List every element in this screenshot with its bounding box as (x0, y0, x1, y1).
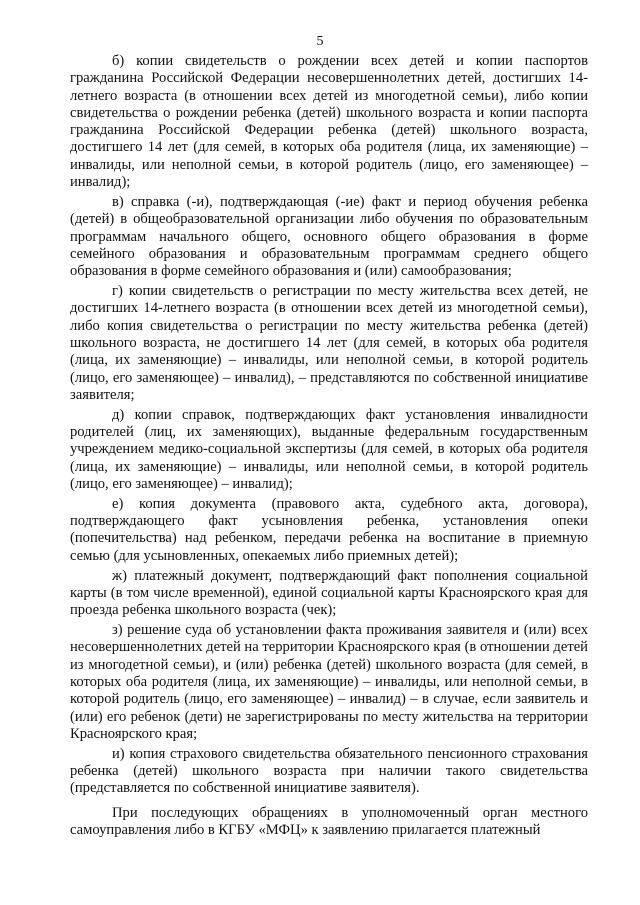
paragraph-zh: ж) платежный документ, подтверждающий факт пополнения социальной карты (в том числе временной), единой социальной карты Красноярского края для проезда ребенка школьного возраста (чек); (70, 567, 588, 619)
paragraph-g: г) копии свидетельств о регистрации по месту жительства всех детей, не достигших 14-летнего возраста (в отношении всех детей из многодетной семьи), либо копия свидетельства о регистрации по месту жительства ребенка (детей) школьного возраста, не достигшего 14 лет (для семей, в которых оба родителя (лица, их заменяющие) – инвалиды, или неполной семьи, в которой родитель (лицо, его заменяющее) – инвалид), – представляются по собственной инициативе заявителя; (70, 283, 588, 403)
page-number: 5 (316, 34, 324, 49)
paragraph-v: в) справка (-и), подтверждающая (-ие) факт и период обучения ребенка (детей) в общеобразовательной организации либо обучения по образовательным программам начального общего, основного общего образования в форме семейного образования и образовательным программам среднего общего образования в форме семейного образования и (или) самообразования; (70, 193, 588, 280)
paragraph-d: д) копии справок, подтверждающих факт установления инвалидности родителей (лиц, их заменяющих), выданные федеральным государственным учреждением медико-социальной экспертизы (для семей, в которых оба родителя (лица, их заменяющие) – инвалиды, или неполной семьи, в которой родитель (лицо, его заменяющее) – инвалид); (70, 406, 588, 492)
paragraph-subsequent-requests: При последующих обращениях в уполномоченный орган местного самоуправления либо в КГБУ «МФЦ» к заявлению прилагается платежный (70, 804, 588, 838)
paragraph-i: и) копия страхового свидетельства обязательного пенсионного страхования ребенка (детей) школьного возраста при наличии такого свидетельства (представляется по собственной инициативе заявителя). (70, 745, 588, 797)
paragraph-z: з) решение суда об установлении факта проживания заявителя и (или) всех несовершеннолетних детей на территории Красноярского края (в отношении детей из многодетной семьи), и (или) ребенка (детей) школьного возраста (для семей, в которых оба родителя (лица, их заменяющие) – инвалиды, или неполной семьи, в которой родитель (лицо, его заменяющее) – инвалид) – в случае, если заявитель и (или) его ребенок (дети) не зарегистрированы по месту жительства на территории Красноярского края; (70, 622, 588, 742)
paragraph-b: б) копии свидетельств о рождении всех детей и копии паспортов гражданина Российской Федерации несовершеннолетних детей, достигших 14-летнего возраста (в отношении всех детей из многодетной семьи), либо копии свидетельства о рождении ребенка (детей) школьного возраста и копии паспорта гражданина Российской Федерации ребенка (детей) школьного возраста, достигшего 14 лет (для семей, в которых оба родителя (лица, их заменяющие) – инвалиды, или неполной семьи, в которой родитель (лицо, его заменяющее) – инвалид); (70, 53, 588, 191)
document-body (70, 53, 588, 842)
paragraph-e: е) копия документа (правового акта, судебного акта, договора), подтверждающего факт усыновления ребенка, установления опеки (попечительства) над ребенком, передачи ребенка на воспитание в приемную семью (для усыновленных, опекаемых либо приемных детей); (70, 495, 588, 564)
